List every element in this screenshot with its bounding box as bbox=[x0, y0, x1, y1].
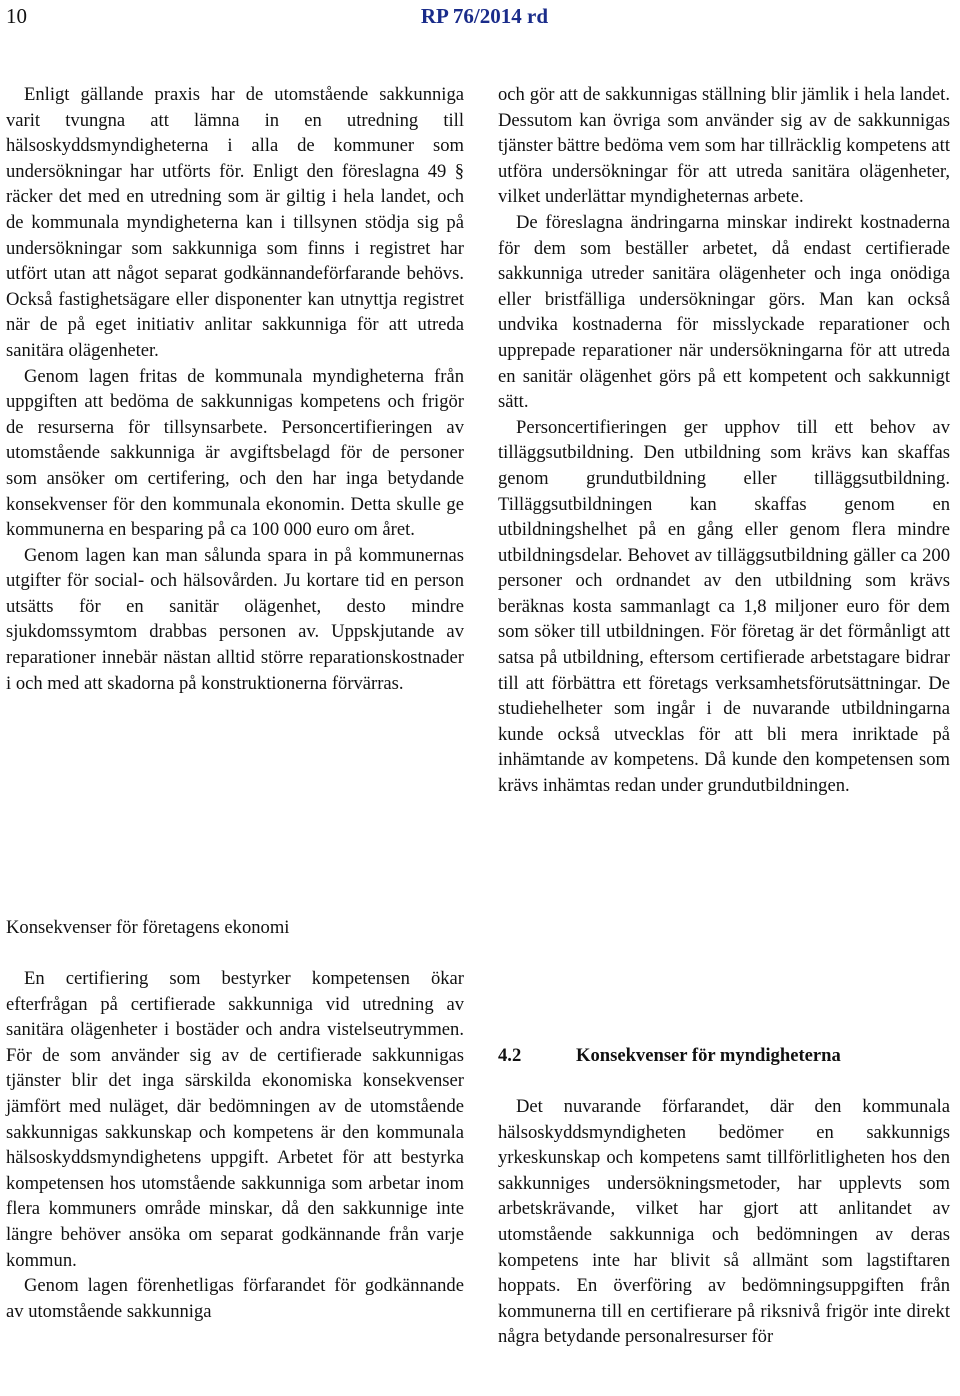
section-heading-authorities bbox=[498, 1043, 841, 1069]
paragraph: och gör att de sakkunnigas ställning blir jämlik i hela landet. Dessutom kan övriga som använder sig av de sakkunnigas tjänster bättre bedöma vem som har tillräcklig kompetens att utföra undersökningar för att utreda sanitära olägenheter, vilket underlättar myndigheternas arbete. bbox=[498, 84, 950, 208]
paragraph: Genom lagen kan man sålunda spara in på kommunernas utgifter för social- och hälsovården. Ju kortare tid en person utsätts för en sanitär olägenhet, desto mindre sjukdomssymtom drabbas personen av. Uppskjutande av reparationer innebär nästan alltid större reparationskostnader i och med att skadorna på konstruktionerna förvärras. bbox=[6, 544, 464, 694]
paragraph: De föreslagna ändringarna minskar indirekt kostnaderna för dem som beställer arbetet, då endast certifierade sakkunniga utreder sanitära olägenheter och inga onödiga eller bristfälliga undersökningar görs. Man kan också undvika kostnaderna för misslyckade reparationer och upprepade reparationer när undersökningarna för att utreda en sanitär olägenhet görs på ett kompetent och sakkunnigt sätt. bbox=[498, 211, 950, 413]
left-column bbox=[6, 82, 464, 696]
right-column bbox=[498, 82, 950, 799]
section-heading-company-economy: Konsekvenser för företagens ekonomi bbox=[6, 917, 290, 938]
section-title: Konsekvenser för myndigheterna bbox=[576, 1045, 841, 1066]
section-number: 4.2 bbox=[498, 1045, 522, 1066]
page-number: 10 bbox=[6, 4, 27, 28]
paragraph: Genom lagen förenhetligas förfarandet för godkännande av utomstående sakkunniga bbox=[6, 1275, 464, 1322]
document-reference: RP 76/2014 rd bbox=[420, 4, 548, 28]
paragraph: Genom lagen fritas de kommunala myndigheterna från uppgiften att bedöma de sakkunnigas kompetens och frigör de resurserna för tillsynsarbete. Personcertifieringen av utomstående sakkunniga är avgiftsbelagd för de personer som ansöker om certifering, och den har inga betydande konsekvenser för den kommunala ekonomin. Detta skulle ge kommunerna en besparing på ca 100 000 euro om året. bbox=[6, 365, 464, 541]
paragraph: Det nuvarande förfarandet, där den kommunala hälsoskyddsmyndigheten bedömer en sakkunnigs yrkeskunskap och kompetens samt tillförlitligheten hos den sakkunniges undersökningsmetoder, har upplevts som arbetskrävande, vilket har gjort att anlitandet av utomstående sakkunniga och bedömningen av deras kompetens inte har blivit så allmänt som lagstiftaren hoppats. En överföring av bedömningsuppgiften från kommunerna till en certifierare på riksnivå frigör inte direkt några betydande personalresurser för bbox=[498, 1096, 950, 1348]
paragraph: Enligt gällande praxis har de utomstående sakkunniga varit tvungna att lämna in en utredning till hälsoskyddsmyndigheterna i alla de kommuner som undersökningar har utförts för. Enligt den föreslagna 49 § räcker det med en utredning som är giltig i hela landet, och de kommunala myndigheterna kan i tillsynen stödja sig på undersökningar som sakkunniga som finns i registret har utfört utan att något separat godkännandeförfarande behövs. Också fastighetsägare eller disponenter kan utnyttja registret när de på eget initiativ anlitar sakkunniga för att utreda sanitära olägenheter. bbox=[6, 84, 464, 361]
paragraph: Personcertifieringen ger upphov till ett behov av tilläggsutbildning. Den utbildning som krävs kan skaffas genom grundutbildning eller tilläggsutbildning. Tilläggsutbildningen kan skaffas genom en utbildningshelhet på en gång eller genom flera mindre utbildningsdelar. Behovet av tilläggsutbildning gäller ca 200 personer och ordnandet av den utbildning som krävs beräknas kosta sammanlagt ca 1,8 miljoner euro för dem som söker till utbildningen. För företag är det förmånligt att satsa på utbildning, eftersom certifierade arbetstagare bidrar till att förbättra ett företags verksamhetsförutsättningar. De studiehelheter som ingår i de nuvarande utbildningarna kunde också utvecklas för att bli mera inriktade på inhämtande av kompetens. Då kunde den kompetensen som krävs inhämtas redan under grundutbildningen. bbox=[498, 416, 950, 797]
paragraph: En certifiering som bestyrker kompetensen ökar efterfrågan på certifierade sakkunniga vid utredning av sanitära olägenheter i bostäder och andra vistelseutrymmen. För de som använder sig av de certifierade sakkunnigas tjänster blir det inga särskilda ekonomiska konsekvenser jämfört med nuläget, där bedömningen av de utomstående sakkunnigas sakkunskap och kompetens är den kommunala hälsoskyddsmyndighetens uppgift. Arbetet för att bestyrka kompetensen hos utomstående sakkunniga som arbetar inom flera kommuners område minskar, då den sakkunnige inte längre behöver ansöka om separat godkännande från varje kommun. bbox=[6, 968, 464, 1271]
left-column-section bbox=[6, 966, 464, 1324]
right-column-section bbox=[498, 1094, 950, 1350]
